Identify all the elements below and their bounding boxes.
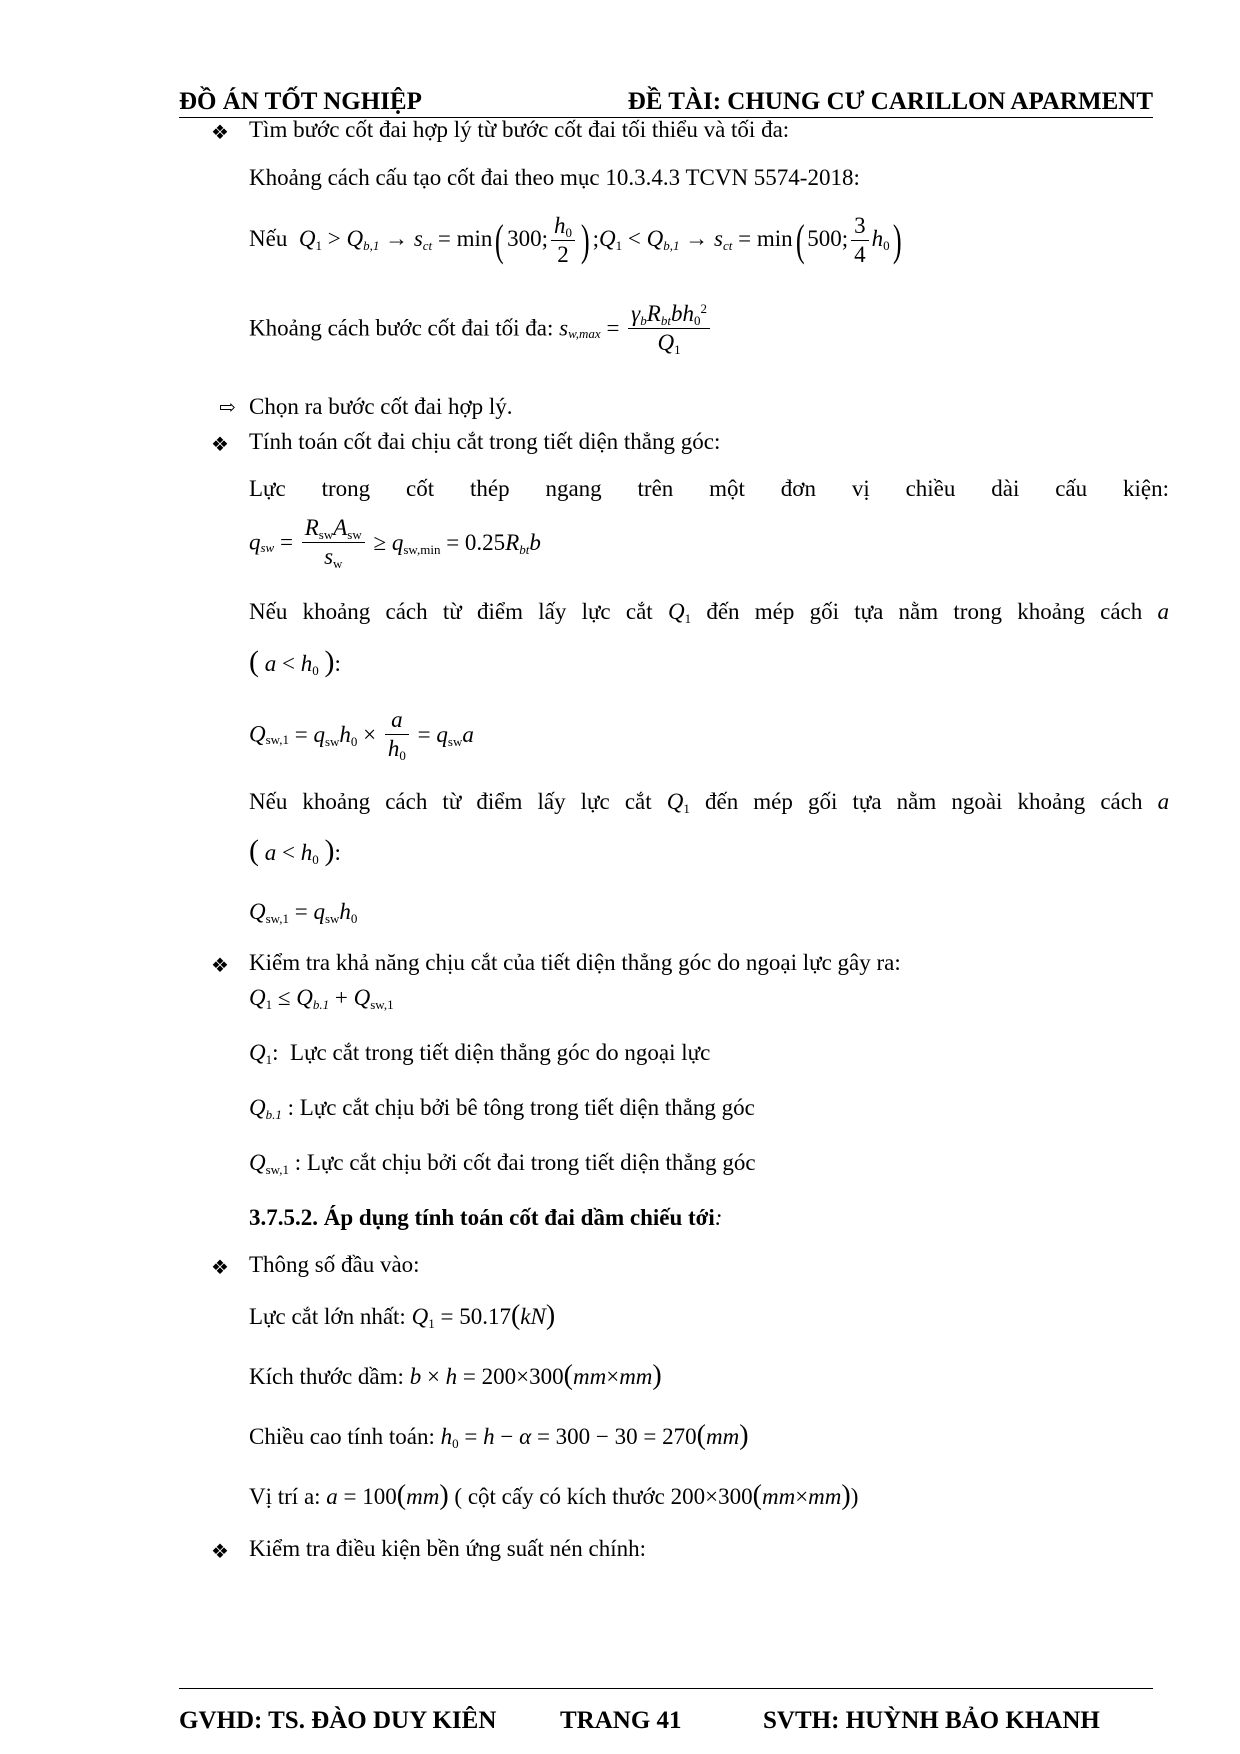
definition-q1: $Q_1$: Lực cắt trong tiết diện thẳng góc do ngoại lực — [249, 1040, 711, 1067]
footer-left: GVHD: TS. ĐÀO DUY KIÊN — [179, 1707, 497, 1734]
bullet-line-3: ❖ Kiểm tra khả năng chịu cắt của tiết diện thẳng góc do ngoại lực gây ra: — [211, 950, 901, 977]
formula-qsw: $q_{sw}$ = $\frac{R_{sw}A_{sw}}{s_w}$ ≥ $q_{sw,min} = 0.25R_{bt}b$ — [249, 515, 541, 571]
param-q1: Lực cắt lớn nhất: $Q_1 = 50.17(kN)$ — [249, 1300, 556, 1331]
text-line-justified: Lực trong cốt thép ngang trên một đơn vị chiều dài cấu kiện: — [249, 476, 1169, 501]
diamond-bullet-icon: ❖ — [211, 955, 229, 977]
text-line-justified: Nếu khoảng cách từ điểm lấy lực cắt $Q_1$ đến mép gối tựa nằm ngoài khoảng cách a — [249, 789, 1170, 816]
section-heading: 3.7.5.2. Áp dụng tính toán cốt đai dầm chiếu tới: — [249, 1205, 723, 1230]
diamond-bullet-icon: ❖ — [211, 434, 229, 456]
text-line-justified: Nếu khoảng cách từ điểm lấy lực cắt $Q_1$ đến mép gối tựa nằm trong khoảng cách a — [249, 599, 1170, 626]
header-left: ĐỒ ÁN TỐT NGHIỆP — [179, 88, 422, 115]
definition-qb1: $Q_{b.1}$ : Lực cắt chịu bởi bê tông trong tiết diện thẳng góc — [249, 1095, 755, 1122]
formula-a-lt-h0: ( $a < h_0$ ): — [249, 834, 341, 867]
bullet-line-5: ❖ Kiểm tra điều kiện bền ứng suất nén chính: — [211, 1536, 646, 1563]
param-bxh: Kích thước dầm: b × h = 200×300(mm×mm) — [249, 1360, 662, 1391]
diamond-bullet-icon: ❖ — [211, 1257, 229, 1279]
diamond-bullet-icon: ❖ — [211, 1541, 229, 1563]
bullet-line-4: ❖ Thông số đầu vào: — [211, 1252, 420, 1279]
text-line: Khoảng cách cấu tạo cốt đai theo mục 10.3.4.3 TCVN 5574-2018: — [249, 165, 860, 190]
formula-sct: Nếu $Q_1 > Q_{b,1} \to s_{ct} = \min$( 300; $\frac{h_0}{2}$ ) $;Q_1 < Q_{b,1} \to s_{ct} = \min$( 500; $\frac{3}{4}$ $h_0$) — [249, 213, 902, 267]
definition-qsw1: $Q_{sw,1}$ : Lực cắt chịu bởi cốt đai trong tiết diện thẳng góc — [249, 1150, 756, 1177]
bullet-line-2: ❖ Tính toán cốt đai chịu cắt trong tiết diện thẳng góc: — [211, 429, 721, 456]
formula-swmax: Khoảng cách bước cốt đai tối đa: $s_{w,max}$ = $\frac{\gamma_bR_{bt}bh_0^2}{Q_1}$ — [249, 300, 713, 357]
footer-center: TRANG 41 — [560, 1707, 682, 1734]
arrow-line: ⇨ Chọn ra bước cốt đai hợp lý. — [219, 394, 513, 419]
bullet-line-1: ❖ Tìm bước cốt đai hợp lý từ bước cốt đai tối thiểu và tối đa: — [211, 117, 790, 144]
footer-right: SVTH: HUỲNH BẢO KHANH — [763, 1707, 1100, 1734]
diamond-bullet-icon: ❖ — [211, 122, 229, 144]
formula-a-lt-h0: ( $a < h_0$ ): — [249, 645, 341, 678]
header-right: ĐỀ TÀI: CHUNG CƯ CARILLON APARMENT — [627, 88, 1153, 115]
formula-qsw1-inside: $Q_{sw,1} = q_{sw}h_0$ × $\frac{a}{h_0}$ = $q_{sw}a$ — [249, 707, 474, 763]
formula-check: $Q_1 \le Q_{b.1} + Q_{sw,1}$ — [249, 985, 394, 1012]
formula-qsw1-outside: $Q_{sw,1} = q_{sw}h_0$ — [249, 899, 358, 926]
footer-rule — [179, 1688, 1153, 1689]
param-h0: Chiều cao tính toán: $h_0 = h - \alpha = 300 - 30 = 270(mm)$ — [249, 1420, 749, 1451]
arrow-right-icon: ⇨ — [219, 397, 236, 419]
param-a: Vị trí a: a = 100(mm) ( cột cấy có kích thước 200×300(mm×mm)) — [249, 1480, 859, 1511]
